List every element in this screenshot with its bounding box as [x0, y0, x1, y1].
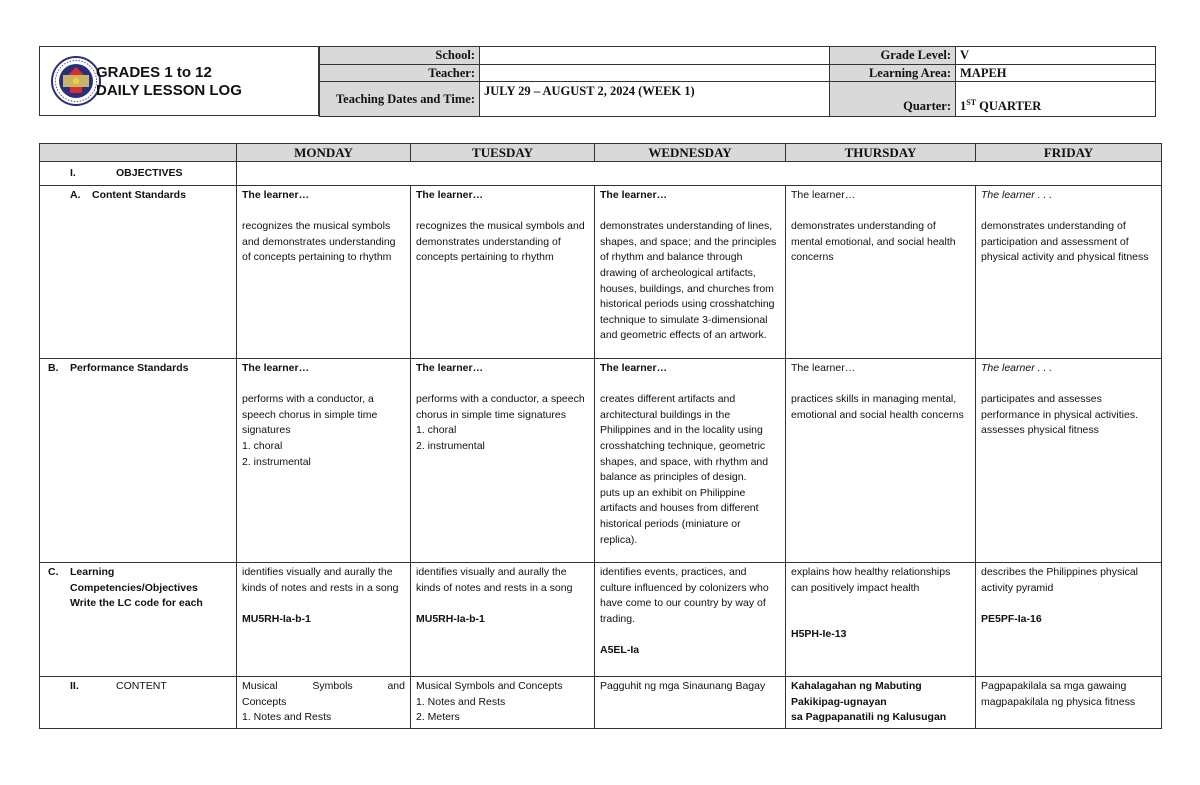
performance-standards-friday: [976, 359, 1162, 563]
cell-lead: The learner…: [242, 362, 310, 374]
content-standards-label: Content Standards: [92, 189, 186, 201]
day-header-corner: [40, 144, 237, 162]
teacher-field[interactable]: [480, 65, 830, 82]
title-line-1: GRADES 1 to 12: [96, 64, 212, 81]
performance-standards-num: B.: [48, 362, 59, 374]
cell-text: identifies events, practices, and culture influenced by colonizers who have come to our country by way of trading.: [600, 566, 769, 625]
cell-text: identifies visually and aurally the kinds of notes and rests in a song: [242, 566, 399, 594]
page-title: [96, 64, 242, 100]
competencies-heading-inner: [48, 565, 231, 612]
cell-text: recognizes the musical symbols and demonstrates understanding of concepts pertaining to rhythm: [242, 220, 396, 264]
cell-line: Kahalagahan ng Mabuting Pakikipag-ugnayan: [791, 680, 922, 708]
cell-line: 2. instrumental: [242, 455, 311, 468]
lc-code: MU5RH-Ia-b-1: [416, 612, 485, 625]
cell-line: Concepts: [242, 695, 287, 708]
objectives-num: I.: [70, 166, 76, 179]
performance-standards-monday: [237, 359, 411, 563]
day-header-friday: FRIDAY: [976, 144, 1162, 162]
cell-text: demonstrates understanding of participation and assessment of physical activity and physical fitness: [981, 220, 1149, 264]
performance-standards-thursday: [786, 359, 976, 563]
deped-seal-icon: [50, 55, 102, 107]
teaching-dates-label: Teaching Dates and Time:: [320, 82, 480, 117]
cell-line: Pagpapakilala sa mga gawaing magpapakilala ng physica fitness: [981, 680, 1136, 708]
lc-code: H5PH-Ie-13: [791, 628, 847, 641]
performance-standards-heading: [40, 359, 237, 563]
cell-line: assesses physical fitness: [981, 424, 1099, 437]
cell-line: practices skills in managing mental, emotional and social health concerns: [791, 393, 964, 421]
performance-standards-tuesday: [411, 359, 595, 563]
cell-line: Pagguhit ng mga Sinaunang Bagay: [600, 680, 766, 692]
learning-area-field[interactable]: MAPEH: [956, 65, 1156, 82]
grade-level-field[interactable]: V: [956, 47, 1156, 65]
performance-standards-label: Performance Standards: [70, 362, 189, 374]
competencies-label-block: [70, 565, 203, 612]
cell-text: describes the Philippines physical activity pyramid: [981, 566, 1139, 594]
quarter-field[interactable]: [956, 82, 1156, 117]
header-title-box: [39, 46, 319, 116]
cell-line: Musical Symbols and Concepts: [416, 680, 563, 692]
teaching-dates-field[interactable]: JULY 29 – AUGUST 2, 2024 (WEEK 1): [480, 82, 830, 117]
cell-lead: The learner…: [600, 362, 668, 374]
quarter-number: 1: [960, 99, 967, 113]
cell-text: identifies visually and aurally the kinds of notes and rests in a song: [416, 566, 573, 594]
cell-line: sa Pagpapanatili ng Kalusugan: [791, 711, 947, 724]
learning-area-label: Learning Area:: [830, 65, 956, 82]
lc-code: PE5PF-Ia-16: [981, 612, 1042, 625]
objectives-label: OBJECTIVES: [116, 166, 183, 179]
day-header-monday: MONDAY: [237, 144, 411, 162]
competencies-num: C.: [48, 566, 59, 578]
content-standards-monday: [237, 186, 411, 359]
school-field[interactable]: [480, 47, 830, 65]
cell-line: 1. choral: [242, 439, 283, 452]
objectives-heading: [40, 162, 237, 186]
cell-line: performs with a conductor, a speech chorus in simple time signatures: [416, 393, 585, 421]
cell-lead: The learner…: [416, 362, 484, 374]
title-line-2: DAILY LESSON LOG: [96, 82, 242, 99]
competencies-label-line: Competencies/Objectives: [70, 581, 198, 594]
cell-line: 2. Meters: [416, 711, 460, 724]
cell-lead: The learner…: [242, 189, 310, 201]
content-standards-friday: [976, 186, 1162, 359]
cell-line: 2. instrumental: [416, 439, 485, 452]
cell-line: performs with a conductor, a speech chorus in simple time signatures: [242, 393, 378, 437]
content-tuesday: [411, 677, 595, 729]
cell-lead: The learner…: [600, 189, 668, 201]
cell-line: 1. choral: [416, 424, 457, 437]
competencies-monday: [237, 563, 411, 677]
lc-code: MU5RH-Ia-b-1: [242, 612, 311, 625]
cell-text: explains how healthy relationships can positively impact health: [791, 566, 951, 594]
quarter-suffix: ST: [966, 97, 977, 107]
cell-line: creates different artifacts and architectural buildings in the Philippines and in the locality using crosshatching technique, geometric shapes, and space, with rhythm and balance as principles of design.: [600, 393, 769, 484]
day-header-tuesday: TUESDAY: [411, 144, 595, 162]
school-label: School:: [320, 47, 480, 65]
day-header-wednesday: WEDNESDAY: [595, 144, 786, 162]
competencies-heading: [40, 563, 237, 677]
competencies-wednesday: [595, 563, 786, 677]
cell-line: 1. Notes and Rests: [416, 695, 506, 708]
content-num: II.: [70, 680, 79, 692]
cell-lead: The learner . . .: [981, 362, 1053, 374]
content-thursday: [786, 677, 976, 729]
competencies-friday: [976, 563, 1162, 677]
lesson-meta-table: [319, 46, 1156, 117]
cell-lead: The learner . . .: [981, 189, 1053, 201]
content-standards-thursday: [786, 186, 976, 359]
teacher-label: Teacher:: [320, 65, 480, 82]
cell-text: demonstrates understanding of mental emotional, and social health concerns: [791, 220, 956, 264]
cell-line: puts up an exhibit on Philippine artifacts and houses from different historical periods (miniature or replica).: [600, 486, 759, 546]
cell-text: demonstrates understanding of lines, shapes, and space; and the principles of rhythm and balance through drawing of archeological artifacts, houses, buildings, and churches from historical periods using crosshatching technique to simulate 3-dimensional and geometric effects of an artwork.: [600, 220, 777, 342]
daily-lesson-log-table: [39, 143, 1162, 729]
cell-lead: The learner…: [791, 189, 856, 201]
cell-line: Musical Symbols and: [242, 680, 405, 692]
lc-code: A5EL-Ia: [600, 643, 640, 656]
day-header-thursday: THURSDAY: [786, 144, 976, 162]
competencies-label-line: Learning: [70, 566, 115, 578]
cell-text: recognizes the musical symbols and demonstrates understanding of concepts pertaining to rhythm: [416, 220, 585, 264]
competencies-tuesday: [411, 563, 595, 677]
cell-lead: The learner…: [791, 362, 856, 374]
competencies-thursday: [786, 563, 976, 677]
content-standards-wednesday: [595, 186, 786, 359]
performance-standards-wednesday: [595, 359, 786, 563]
quarter-label: Quarter:: [830, 82, 956, 117]
quarter-text: QUARTER: [976, 99, 1042, 113]
cell-line: 1. Notes and Rests: [242, 711, 332, 724]
cell-lead: The learner…: [416, 189, 484, 201]
content-standards-num: A.: [70, 189, 81, 201]
content-label: CONTENT: [116, 680, 167, 692]
content-standards-heading: [40, 186, 237, 359]
competencies-label-line: Write the LC code for each: [70, 597, 203, 610]
cell-line: participates and assesses performance in physical activities.: [981, 393, 1138, 421]
content-standards-tuesday: [411, 186, 595, 359]
objectives-span-cell: [237, 162, 1162, 186]
content-friday: [976, 677, 1162, 729]
content-wednesday: [595, 677, 786, 729]
grade-level-label: Grade Level:: [830, 47, 956, 65]
content-monday: [237, 677, 411, 729]
content-heading: [40, 677, 237, 729]
